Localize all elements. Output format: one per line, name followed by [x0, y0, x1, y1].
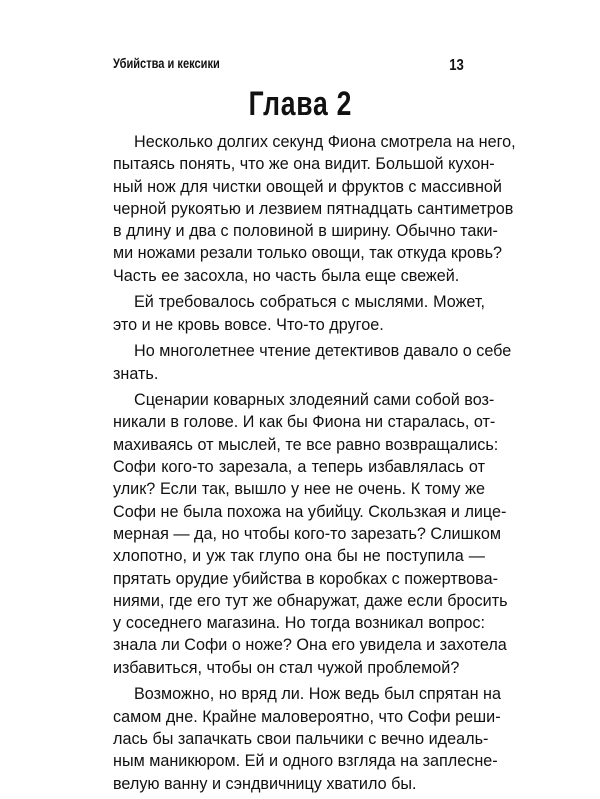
text-line: ным маникюром. Ей и одного взгляда на заплесне- [113, 752, 498, 771]
text-line: ниями, где его тут же обнаружат, даже если бросить [113, 591, 508, 610]
text-line: Часть ее засохла, но часть была еще свежей. [113, 266, 460, 285]
text-line: Софи кого-то зарезала, а теперь избавлялась от [113, 458, 485, 477]
paragraph [113, 131, 516, 287]
chapter-title [0, 82, 600, 126]
text-line: самом дне. Крайне маловероятно, что Софи реши- [113, 707, 501, 726]
running-head [113, 56, 464, 78]
text-line: велую ванну и сэндвичницу хватило бы. [113, 774, 417, 793]
paragraph [113, 340, 512, 385]
text-line: знала ли Софи о ноже? Она его увидела и захотела [113, 636, 507, 655]
text-line: лась бы запачкать свои пальчики с вечно идеаль- [113, 729, 489, 748]
text-line: Несколько долгих секунд Фиона смотрела на него, [134, 133, 516, 151]
text-line: знать. [113, 364, 159, 383]
paragraph [113, 683, 501, 794]
text-line: Сценарии коварных злодеяний сами собой воз- [134, 391, 495, 410]
text-line: прятать орудие убийства в коробках с пожертвова- [113, 569, 498, 588]
chapter-title-text: Глава 2 [248, 85, 352, 123]
paragraph [113, 389, 508, 679]
text-line: у соседнего магазина. Но тогда возникал вопрос: [113, 614, 485, 633]
text-line: Возможно, но вряд ли. Нож ведь был спрятан на [134, 685, 501, 704]
running-title: Убийства и кексики [113, 56, 220, 71]
text-line: хлопотно, и уж так глупо она бы не поступила — [113, 547, 485, 566]
text-line: это и не кровь вовсе. Что-то другое. [113, 315, 384, 334]
text-line: избавиться, чтобы он стал чужой проблемой? [113, 658, 460, 677]
text-line: черной рукоятью и лезвием пятнадцать сантиметров [113, 199, 514, 218]
text-line: махиваясь от мыслей, те все равно возвращались: [113, 435, 499, 454]
text-line: в длину и два с половиной в ширину. Обычно таки- [113, 222, 498, 241]
text-line: Но многолетнее чтение детективов давало о себе [134, 342, 512, 361]
text-line: улик? Если так, вышло у нее не очень. К тому же [113, 480, 485, 499]
text-line: пытаясь понять, что же она видит. Большой кухон- [113, 155, 495, 174]
text-line: мерная — да, но чтобы кого-то зарезать? Слишком [113, 524, 501, 543]
text-line: никали в голове. И как бы Фиона ни старалась, от- [113, 413, 496, 432]
text-line: Ей требовалось собраться с мыслями. Может, [134, 293, 485, 312]
text-line: Софи не была похожа на убийцу. Скользкая и лице- [113, 502, 507, 521]
paragraph [113, 291, 485, 336]
text-line: ный нож для чистки овощей и фруктов с массивной [113, 177, 502, 196]
body-text [113, 131, 516, 799]
page-number: 13 [449, 57, 464, 74]
text-line: ми ножами резали только овощи, так откуда кровь? [113, 244, 503, 263]
